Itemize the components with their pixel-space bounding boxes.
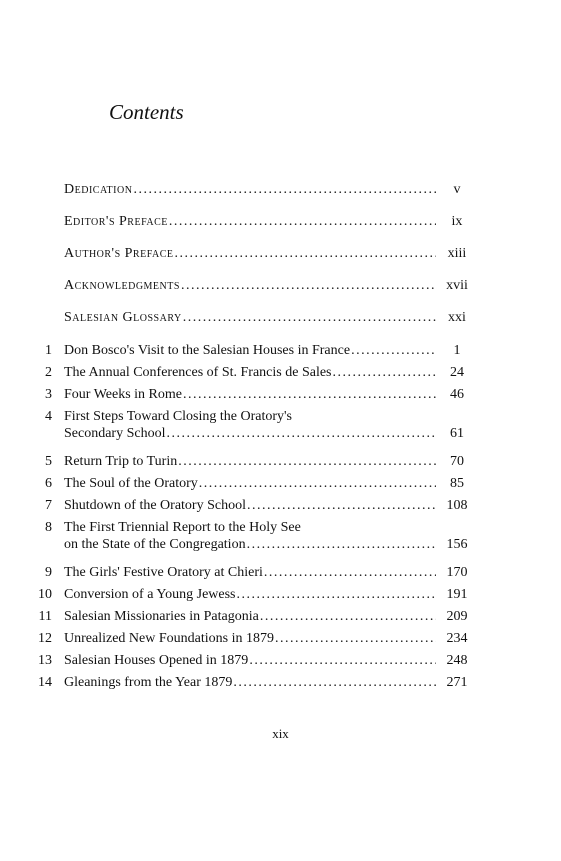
entry-page-number: xxi <box>448 310 466 325</box>
dot-leader <box>249 652 436 669</box>
entry-page-number: v <box>453 182 461 197</box>
entry-title <box>64 475 436 492</box>
entry-title-line <box>64 342 436 359</box>
entry-title-line <box>64 453 436 470</box>
entry-title <box>64 342 436 359</box>
entry-title <box>64 652 436 669</box>
entry-title-line <box>64 536 436 553</box>
entry-title-line <box>64 674 436 691</box>
entry-title <box>64 564 436 581</box>
entry-title-text: Acknowledgments <box>64 278 180 293</box>
entry-title <box>64 181 436 198</box>
entry-title-line <box>64 309 436 326</box>
entry-title-line <box>64 630 436 647</box>
entry-title-line <box>64 181 436 198</box>
dot-leader <box>333 364 437 381</box>
entry-title-text: The First Triennial Report to the Holy See <box>64 520 301 535</box>
entry-title-text: Don Bosco's Visit to the Salesian Houses in France <box>64 343 351 358</box>
dot-leader <box>264 564 436 581</box>
chapter-number: 1 <box>45 343 52 358</box>
entry-title-text: Four Weeks in Rome <box>64 387 182 402</box>
entry-title <box>64 519 436 553</box>
dot-leader <box>183 386 436 403</box>
entry-title-line <box>64 475 436 492</box>
entry-title-text: Unrealized New Foundations in 1879 <box>64 631 274 646</box>
chapter-number: 14 <box>38 675 52 690</box>
entry-page-number: 46 <box>450 387 464 402</box>
chapter-number: 3 <box>45 387 52 402</box>
chapter-number: 10 <box>38 587 52 602</box>
entry-title <box>64 364 436 381</box>
dot-leader <box>183 309 436 326</box>
chapter-number: 9 <box>45 565 52 580</box>
chapter-number: 5 <box>45 454 52 469</box>
entry-title-text: First Steps Toward Closing the Oratory's <box>64 409 292 424</box>
entry-title-text: Salesian Houses Opened in 1879 <box>64 653 249 668</box>
entry-title-text: Editor's Preface <box>64 214 168 229</box>
entry-title-text: Secondary School <box>64 426 166 441</box>
dot-leader <box>199 475 436 492</box>
entry-title <box>64 213 436 230</box>
entry-title-text: The Soul of the Oratory <box>64 476 198 491</box>
entry-page-number: 1 <box>453 343 461 358</box>
chapter-number: 11 <box>38 609 52 624</box>
dot-leader <box>275 630 436 647</box>
dot-leader <box>351 342 436 359</box>
entry-title <box>64 408 436 442</box>
entry-title-line <box>64 408 436 425</box>
entry-page-number: xiii <box>447 246 467 261</box>
entry-title-text: The Annual Conferences of St. Francis de Sales <box>64 365 332 380</box>
entry-title-line <box>64 245 436 262</box>
entry-title-line <box>64 364 436 381</box>
dot-leader <box>247 536 436 553</box>
chapter-number: 12 <box>38 631 52 646</box>
entry-title <box>64 309 436 326</box>
entry-title <box>64 277 436 294</box>
entry-title-line <box>64 386 436 403</box>
entry-page-number: 24 <box>450 365 464 380</box>
entry-title-text: Author's Preface <box>64 246 174 261</box>
chapter-number: 6 <box>45 476 52 491</box>
entry-page-number: 234 <box>446 631 468 646</box>
entry-title-text: Conversion of a Young Jewess <box>64 587 236 602</box>
chapter-number: 4 <box>45 409 52 424</box>
entry-title-line <box>64 608 436 625</box>
entry-title-text: Salesian Missionaries in Patagonia <box>64 609 259 624</box>
entry-title-line <box>64 652 436 669</box>
entry-page-number: ix <box>451 214 463 229</box>
dot-leader <box>166 425 436 442</box>
dot-leader <box>181 277 436 294</box>
dot-leader <box>175 245 436 262</box>
entry-title <box>64 453 436 470</box>
chapter-number: 13 <box>38 653 52 668</box>
entry-title <box>64 674 436 691</box>
dot-leader <box>260 608 436 625</box>
entry-page-number: 170 <box>446 565 468 580</box>
entry-title-text: Salesian Glossary <box>64 310 182 325</box>
entry-title <box>64 630 436 647</box>
entry-title-text: on the State of the Congregation <box>64 537 246 552</box>
dot-leader <box>178 453 436 470</box>
entry-title-line <box>64 564 436 581</box>
entry-page-number: 85 <box>450 476 464 491</box>
entry-title <box>64 608 436 625</box>
entry-title-text: Dedication <box>64 182 133 197</box>
entry-page-number: 61 <box>450 426 464 441</box>
entry-title <box>64 386 436 403</box>
dot-leader <box>133 181 436 198</box>
entry-title <box>64 245 436 262</box>
entry-title-text: The Girls' Festive Oratory at Chieri <box>64 565 263 580</box>
entry-title-line <box>64 586 436 603</box>
dot-leader <box>233 674 436 691</box>
entry-title-text: Shutdown of the Oratory School <box>64 498 246 513</box>
entry-page-number: 108 <box>446 498 468 513</box>
entry-page-number: 156 <box>446 537 468 552</box>
entry-page-number: 248 <box>446 653 468 668</box>
page-folio: xix <box>272 726 289 741</box>
entry-title-line <box>64 277 436 294</box>
chapter-number: 2 <box>45 365 52 380</box>
chapter-number: 7 <box>45 498 52 513</box>
entry-title-line <box>64 497 436 514</box>
entry-page-number: 209 <box>446 609 468 624</box>
contents-heading: Contents <box>109 100 184 124</box>
entry-page-number: 70 <box>450 454 464 469</box>
entry-page-number: xvii <box>446 278 468 293</box>
dot-leader <box>247 497 436 514</box>
entry-title <box>64 586 436 603</box>
entry-title-text: Return Trip to Turin <box>64 454 178 469</box>
entry-title-line <box>64 425 436 442</box>
dot-leader <box>169 213 436 230</box>
dot-leader <box>237 586 437 603</box>
entry-title-line <box>64 519 436 536</box>
entry-title-line <box>64 213 436 230</box>
entry-page-number: 191 <box>446 587 468 602</box>
chapter-number: 8 <box>45 520 52 535</box>
entry-page-number: 271 <box>446 675 468 690</box>
entry-title <box>64 497 436 514</box>
entry-title-text: Gleanings from the Year 1879 <box>64 675 233 690</box>
